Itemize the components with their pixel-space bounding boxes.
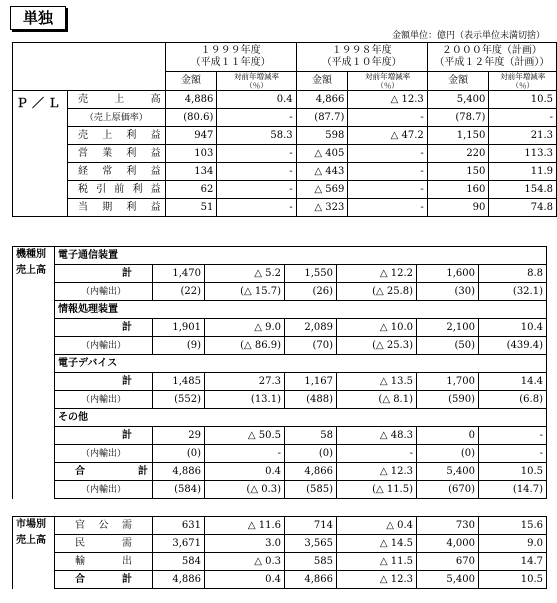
value-cell: - bbox=[217, 109, 296, 127]
value-cell: 58 bbox=[285, 427, 337, 445]
row-label: 計 bbox=[55, 427, 153, 445]
value-cell: △ 0.4 bbox=[337, 517, 417, 535]
value-cell: (13.1) bbox=[205, 391, 285, 409]
segment-table bbox=[12, 246, 547, 499]
value-cell: △ 11.6 bbox=[205, 517, 285, 535]
grand-total-row bbox=[13, 463, 547, 481]
group-header-row bbox=[13, 301, 547, 319]
group-name: その他 bbox=[55, 409, 547, 427]
value-cell: - bbox=[217, 163, 296, 181]
value-cell: 103 bbox=[165, 145, 217, 163]
value-cell: - bbox=[348, 163, 427, 181]
value-cell: - bbox=[348, 199, 427, 217]
value-cell: 631 bbox=[153, 517, 205, 535]
value-cell: 730 bbox=[417, 517, 479, 535]
value-cell: 1,167 bbox=[285, 373, 337, 391]
value-cell: (△ 8.1) bbox=[337, 391, 417, 409]
table-row bbox=[13, 109, 557, 127]
value-cell: 11.9 bbox=[489, 163, 557, 181]
value-cell: 4,866 bbox=[296, 91, 348, 109]
table-row bbox=[13, 571, 547, 589]
value-cell: 8.8 bbox=[479, 265, 547, 283]
value-cell: (6.8) bbox=[479, 391, 547, 409]
value-cell: 584 bbox=[153, 553, 205, 571]
value-cell: △ 12.3 bbox=[348, 91, 427, 109]
value-cell: 134 bbox=[165, 163, 217, 181]
value-cell: (87.7) bbox=[296, 109, 348, 127]
value-cell: (△ 86.9) bbox=[205, 337, 285, 355]
value-cell: 4,886 bbox=[153, 571, 205, 589]
group-header-row bbox=[13, 247, 547, 265]
table-row bbox=[13, 163, 557, 181]
value-cell: △ 443 bbox=[296, 163, 348, 181]
value-cell: (552) bbox=[153, 391, 205, 409]
row-label: （内輸出） bbox=[55, 391, 153, 409]
header-blank bbox=[13, 43, 166, 91]
value-cell: △ 11.5 bbox=[337, 553, 417, 571]
row-label: （内輸出） bbox=[55, 337, 153, 355]
value-cell: (△ 11.5) bbox=[337, 481, 417, 499]
value-cell: 1,485 bbox=[153, 373, 205, 391]
table-row bbox=[13, 373, 547, 391]
value-cell: △ 9.0 bbox=[205, 319, 285, 337]
row-label: 官公需 bbox=[55, 517, 153, 535]
value-cell: (80.6) bbox=[165, 109, 217, 127]
row-label: 売上利益 bbox=[68, 127, 166, 145]
value-cell: (50) bbox=[417, 337, 479, 355]
value-cell: △ 5.2 bbox=[205, 265, 285, 283]
value-cell: - bbox=[337, 445, 417, 463]
value-cell: (△ 15.7) bbox=[205, 283, 285, 301]
value-cell: - bbox=[348, 109, 427, 127]
value-cell: 4,886 bbox=[165, 91, 217, 109]
row-label: （内輸出） bbox=[55, 445, 153, 463]
value-cell: - bbox=[479, 427, 547, 445]
row-label: 売 上 高 bbox=[68, 91, 166, 109]
value-cell: 1,150 bbox=[427, 127, 489, 145]
value-cell: 598 bbox=[296, 127, 348, 145]
table-row bbox=[13, 427, 547, 445]
value-cell: △ 13.5 bbox=[337, 373, 417, 391]
value-cell: (△ 25.3) bbox=[337, 337, 417, 355]
value-cell: (439.4) bbox=[479, 337, 547, 355]
value-cell: 14.4 bbox=[479, 373, 547, 391]
value-cell: 2,100 bbox=[417, 319, 479, 337]
table-row bbox=[13, 145, 557, 163]
header-row bbox=[13, 43, 557, 72]
value-cell: 27.3 bbox=[205, 373, 285, 391]
value-cell: 74.8 bbox=[489, 199, 557, 217]
value-cell: △ 14.5 bbox=[337, 535, 417, 553]
segment-section-label: 機種別 売上高 bbox=[13, 247, 55, 499]
value-cell: 2,089 bbox=[285, 319, 337, 337]
value-cell: 58.3 bbox=[217, 127, 296, 145]
row-label: （内輸出） bbox=[55, 481, 153, 499]
header-amount: 金額 bbox=[165, 72, 217, 91]
value-cell: 21.3 bbox=[489, 127, 557, 145]
value-cell: (670) bbox=[417, 481, 479, 499]
header-change: 対前年増減率 （％） bbox=[489, 72, 557, 91]
row-label: 計 bbox=[55, 319, 153, 337]
table-row bbox=[13, 265, 547, 283]
value-cell: 3,671 bbox=[153, 535, 205, 553]
value-cell: 160 bbox=[427, 181, 489, 199]
header-change: 対前年増減率 （％） bbox=[348, 72, 427, 91]
value-cell: 5,400 bbox=[427, 91, 489, 109]
value-cell: △ 405 bbox=[296, 145, 348, 163]
group-header-row bbox=[13, 409, 547, 427]
value-cell: 0.4 bbox=[205, 571, 285, 589]
header-fy1998: １９９８年度 （平成１０年度） bbox=[296, 43, 427, 72]
row-label: 計 bbox=[55, 373, 153, 391]
table-row bbox=[13, 517, 547, 535]
value-cell: △ 12.3 bbox=[337, 571, 417, 589]
value-cell: - bbox=[217, 199, 296, 217]
header-amount: 金額 bbox=[296, 72, 348, 91]
value-cell: 51 bbox=[165, 199, 217, 217]
table-row bbox=[13, 337, 547, 355]
value-cell: 10.5 bbox=[479, 571, 547, 589]
page-title: 単独 bbox=[10, 6, 66, 30]
value-cell: (14.7) bbox=[479, 481, 547, 499]
table-row bbox=[13, 535, 547, 553]
value-cell: 1,550 bbox=[285, 265, 337, 283]
market-table bbox=[12, 516, 547, 589]
value-cell: - bbox=[217, 145, 296, 163]
value-cell: - bbox=[205, 445, 285, 463]
value-cell: 220 bbox=[427, 145, 489, 163]
value-cell: (0) bbox=[153, 445, 205, 463]
row-label: 経常利益 bbox=[68, 163, 166, 181]
value-cell: 3.0 bbox=[205, 535, 285, 553]
value-cell: (30) bbox=[417, 283, 479, 301]
table-row bbox=[13, 445, 547, 463]
value-cell: 0.4 bbox=[205, 463, 285, 481]
market-section-label: 市場別 売上高 bbox=[13, 517, 55, 589]
value-cell: (584) bbox=[153, 481, 205, 499]
table-row bbox=[13, 283, 547, 301]
value-cell: (0) bbox=[285, 445, 337, 463]
value-cell: 62 bbox=[165, 181, 217, 199]
value-cell: 3,565 bbox=[285, 535, 337, 553]
value-cell: (78.7) bbox=[427, 109, 489, 127]
row-label: 当期利益 bbox=[68, 199, 166, 217]
value-cell: 113.3 bbox=[489, 145, 557, 163]
value-cell: (9) bbox=[153, 337, 205, 355]
header-fy2000: ２０００年度（計画） （平成１２年度（計画）） bbox=[427, 43, 556, 72]
value-cell: 15.6 bbox=[479, 517, 547, 535]
value-cell: 1,901 bbox=[153, 319, 205, 337]
value-cell: 1,600 bbox=[417, 265, 479, 283]
value-cell: 10.5 bbox=[479, 463, 547, 481]
value-cell: 1,470 bbox=[153, 265, 205, 283]
value-cell: 10.4 bbox=[479, 319, 547, 337]
value-cell: 90 bbox=[427, 199, 489, 217]
value-cell: (585) bbox=[285, 481, 337, 499]
header-change: 対前年増減率 （％） bbox=[217, 72, 296, 91]
header-fy1999: １９９９年度 （平成１１年度） bbox=[165, 43, 296, 72]
value-cell: - bbox=[479, 445, 547, 463]
table-row bbox=[13, 553, 547, 571]
value-cell: △ 0.3 bbox=[205, 553, 285, 571]
row-label: （売上原価率） bbox=[68, 109, 166, 127]
value-cell: (△ 0.3) bbox=[205, 481, 285, 499]
value-cell: (70) bbox=[285, 337, 337, 355]
row-label: 合 計 bbox=[55, 463, 153, 481]
value-cell: 9.0 bbox=[479, 535, 547, 553]
value-cell: 1,700 bbox=[417, 373, 479, 391]
value-cell: 29 bbox=[153, 427, 205, 445]
table-row bbox=[13, 127, 557, 145]
row-label: 輸出 bbox=[55, 553, 153, 571]
value-cell: - bbox=[348, 181, 427, 199]
value-cell: 5,400 bbox=[417, 463, 479, 481]
value-cell: (32.1) bbox=[479, 283, 547, 301]
value-cell: - bbox=[489, 109, 557, 127]
value-cell: 4,000 bbox=[417, 535, 479, 553]
table-row bbox=[13, 181, 557, 199]
pl-section-label: Ｐ／Ｌ bbox=[13, 91, 68, 217]
value-cell: △ 323 bbox=[296, 199, 348, 217]
value-cell: 154.8 bbox=[489, 181, 557, 199]
table-row bbox=[13, 391, 547, 409]
value-cell: (△ 25.8) bbox=[337, 283, 417, 301]
row-label: 計 bbox=[55, 265, 153, 283]
value-cell: 10.5 bbox=[489, 91, 557, 109]
group-header-row bbox=[13, 355, 547, 373]
value-cell: 0.4 bbox=[217, 91, 296, 109]
value-cell: 670 bbox=[417, 553, 479, 571]
group-name: 電子通信装置 bbox=[55, 247, 547, 265]
value-cell: (22) bbox=[153, 283, 205, 301]
value-cell: (488) bbox=[285, 391, 337, 409]
value-cell: 4,866 bbox=[285, 571, 337, 589]
unit-note: 金額単位：億円（表示単位未満切捨） bbox=[391, 31, 545, 41]
table-row bbox=[13, 319, 547, 337]
value-cell: (0) bbox=[417, 445, 479, 463]
value-cell: 5,400 bbox=[417, 571, 479, 589]
row-label: 合計 bbox=[55, 571, 153, 589]
value-cell: △ 47.2 bbox=[348, 127, 427, 145]
value-cell: △ 50.5 bbox=[205, 427, 285, 445]
value-cell: △ 569 bbox=[296, 181, 348, 199]
value-cell: 947 bbox=[165, 127, 217, 145]
row-label: （内輸出） bbox=[55, 283, 153, 301]
value-cell: (590) bbox=[417, 391, 479, 409]
value-cell: - bbox=[348, 145, 427, 163]
value-cell: △ 12.2 bbox=[337, 265, 417, 283]
value-cell: △ 10.0 bbox=[337, 319, 417, 337]
row-label: 税引前利益 bbox=[68, 181, 166, 199]
value-cell: 714 bbox=[285, 517, 337, 535]
pl-table bbox=[12, 42, 557, 217]
table-row bbox=[13, 481, 547, 499]
value-cell: 4,866 bbox=[285, 463, 337, 481]
row-label: 営業利益 bbox=[68, 145, 166, 163]
group-name: 情報処理装置 bbox=[55, 301, 547, 319]
value-cell: 0 bbox=[417, 427, 479, 445]
table-row bbox=[13, 199, 557, 217]
table-row bbox=[13, 91, 557, 109]
value-cell: 14.7 bbox=[479, 553, 547, 571]
group-name: 電子デバイス bbox=[55, 355, 547, 373]
value-cell: △ 12.3 bbox=[337, 463, 417, 481]
value-cell: 4,886 bbox=[153, 463, 205, 481]
header-amount: 金額 bbox=[427, 72, 489, 91]
value-cell: 150 bbox=[427, 163, 489, 181]
value-cell: 585 bbox=[285, 553, 337, 571]
value-cell: △ 48.3 bbox=[337, 427, 417, 445]
value-cell: - bbox=[217, 181, 296, 199]
row-label: 民需 bbox=[55, 535, 153, 553]
value-cell: (26) bbox=[285, 283, 337, 301]
